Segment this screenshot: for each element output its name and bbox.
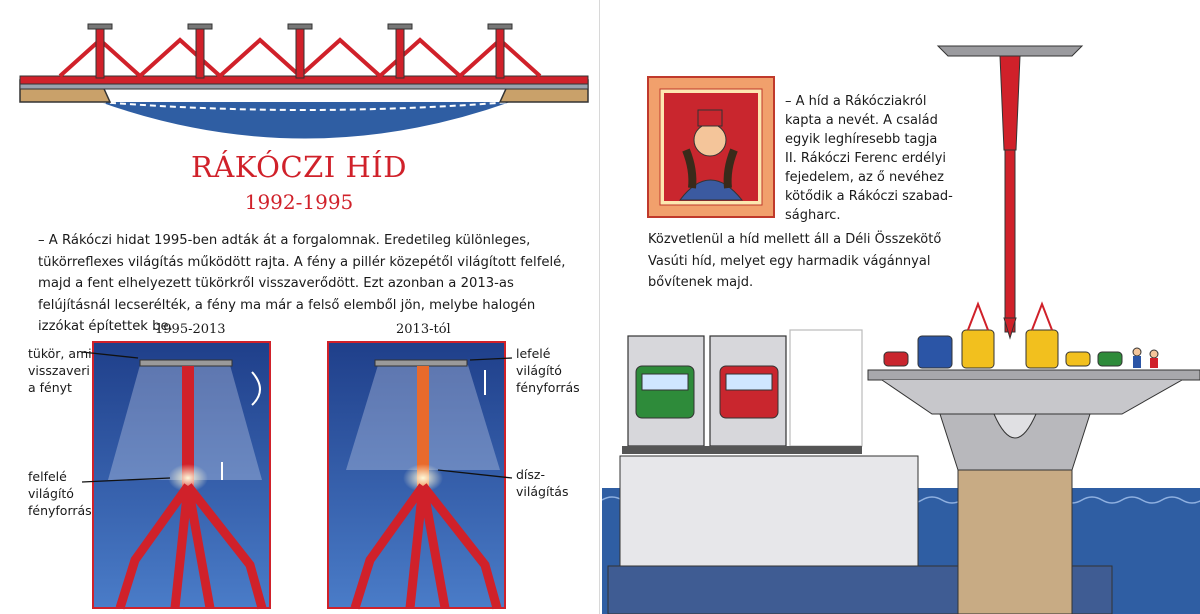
portrait bbox=[648, 77, 774, 217]
car-yellow bbox=[1066, 352, 1090, 366]
panel-1995-2013 bbox=[93, 342, 270, 608]
tram-1 bbox=[962, 330, 994, 368]
railway-pier bbox=[620, 456, 918, 566]
tram-2 bbox=[1026, 330, 1058, 368]
lighting-diagrams bbox=[0, 0, 598, 614]
car-red bbox=[884, 352, 908, 366]
bio-text: – A híd a Rákócziakról kapta a nevét. A család egyik leghíresebb tagja II. Rákóczi Ferenc erdélyi fejedelem, az ő nevéhez kötődik a Rákóczi szabad- ságharc. bbox=[785, 94, 953, 223]
label-mirror: tükör, ami visszaveri a fényt bbox=[28, 346, 92, 395]
car-green bbox=[1098, 352, 1122, 366]
page-divider bbox=[599, 0, 600, 614]
panel-right-caption: 2013-tól bbox=[396, 322, 451, 337]
intro-paragraph: – A Rákóczi hidat 1995-ben adták át a forgalomnak. Eredetileg különleges, tükörreflexes világítás működött rajta. A fény a pillér közepétől világított felfelé, majd a fent elhelyezett tükörkről visszaverődött. Ezt azonban a 2013-as felújításnál lecserélték, a fény ma már a felső elemből jön, melybe halogén izzókat építettek be. bbox=[38, 233, 566, 334]
label-decor-light: dísz- világítás bbox=[516, 467, 569, 499]
bus bbox=[918, 336, 952, 368]
right-page bbox=[602, 0, 1200, 614]
label-upward-light: felfelé világító fényforrás bbox=[28, 469, 92, 518]
left-page bbox=[0, 0, 598, 614]
page-title: RÁKÓCZI HÍD bbox=[191, 150, 407, 184]
panel-left-caption: 1995-2013 bbox=[155, 322, 226, 337]
years-subtitle: 1992-1995 bbox=[244, 190, 354, 214]
railway-paragraph: Közvetlenül a híd mellett áll a Déli Összekötő Vasúti híd, melyet egy harmadik vágánnyal bővítenek majd. bbox=[648, 232, 942, 290]
label-downward-light: lefelé világító fényforrás bbox=[516, 346, 580, 395]
road-deck bbox=[868, 370, 1200, 380]
mirror-element bbox=[140, 360, 232, 366]
